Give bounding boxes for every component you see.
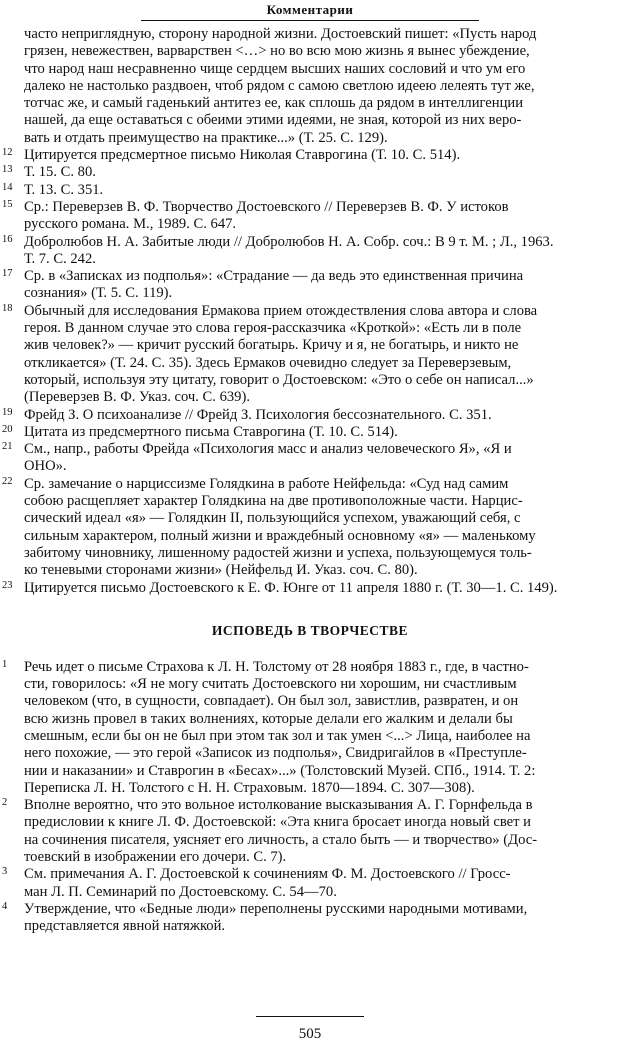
note-text: Цитируется предсмертное письмо Николая Ставрогина (Т. 10. С. 514). (24, 147, 461, 164)
note-number: 14 (2, 181, 13, 193)
note-number: 23 (2, 579, 13, 591)
note-21 (2, 441, 612, 476)
note-number: 1 (2, 658, 8, 670)
note-text: Добролюбов Н. А. Забитые люди // Добролюбов Н. А. Собр. соч.: В 9 т. М. ; Л., 1963. Т. 7. С. 242. (24, 233, 554, 267)
running-head: Комментарии (266, 2, 354, 17)
note-17 (2, 268, 612, 303)
note-20 (2, 423, 612, 441)
note-number: 3 (2, 866, 8, 878)
section-note-2 (2, 797, 612, 866)
note-number: 18 (2, 302, 13, 314)
note-18 (2, 302, 612, 407)
note-text: Цитата из предсмертного письма Ставрогина (Т. 10. С. 514). (24, 423, 398, 440)
note-22 (2, 475, 612, 580)
note-text: Вполне вероятно, что это вольное истолкование высказывания А. Г. Горнфельда в предисловии к книге Л. Ф. Достоевской: «Эта книга бросает иногда новый свет и на сочинения писателя, уясняет его личность, а стало быть — и творчество» (Дос- тоевский в изображении его дочери. С. 7). (24, 797, 538, 866)
continued-note-text: часто неприглядную, сторону народной жизни. Достоевский пишет: «Пусть народ грязен, невежествен, варварствен <…> но во всю мою жизнь я вынес убеждение, что народ наш несравненно чище сердцем высших наших сословий и что ум его далеко не настолько раздвоен, чтоб рядом с самою светлою идеею лелеять тут же, тотчас же, и самый гаденький антитез ее, как сплошь да рядом в интеллигенции нашей, да еще оставаться с обеими этими идеями, не зная, которой из них веро- вать и отдать преимущество на практике...» (Т. 25. С. 129). (24, 26, 537, 146)
note-text: Ср. в «Записках из подполья»: «Страдание — да ведь это единственная причина сознания» (Т. 5. С. 119). (24, 268, 524, 302)
note-13 (2, 164, 612, 181)
note-12 (2, 147, 612, 164)
note-number: 17 (2, 268, 13, 280)
note-text: Цитируется письмо Достоевского к Е. Ф. Юнге от 11 апреля 1880 г. (Т. 30—1. С. 149). (24, 579, 558, 596)
note-text: Фрейд З. О психоанализе // Фрейд З. Психология бессознательного. С. 351. (24, 406, 492, 423)
note-number: 20 (2, 423, 13, 435)
page-number: 505 (298, 1026, 322, 1042)
page-body (0, 26, 620, 936)
note-number: 2 (2, 797, 8, 809)
note-text: Речь идет о письме Страхова к Л. Н. Толстому от 28 ноября 1883 г., где, в частно- сти, говорилось: «Я не могу считать Достоевского ни хорошим, ни счастливым человеком (что, в сущности, совпадает). Он был зол, завистлив, развратен, и он всю жизнь провел в таких волнениях, которые делали его жалким и делали бы смешным, если бы он не был при этом так зол и так умен <...> Лица, наиболее на него похожие, — это герой «Записок из подполья», Свидригайлов в «Преступле- нии и наказании» и Ставрогин в «Бесах»...» (Толстовский Музей. СПб., 1914. Т. 2: Переписка Л. Н. Толстого с Н. Н. Страховым. 1870—1894. С. 307—308). (24, 658, 536, 796)
note-text: Утверждение, что «Бедные люди» переполнены русскими народными мотивами, представляется явной натяжкой. (24, 900, 528, 935)
note-16 (2, 233, 612, 269)
note-number: 21 (2, 441, 13, 453)
note-15 (2, 198, 612, 234)
section-note-1 (2, 658, 612, 797)
note-14 (2, 181, 612, 199)
section-title: ИСПОВЕДЬ В ТВОРЧЕСТВЕ (211, 622, 409, 638)
note-text: Т. 15. С. 80. (24, 164, 96, 181)
note-text: Т. 13. С. 351. (24, 181, 104, 198)
section-note-3 (2, 866, 612, 901)
note-number: 15 (2, 198, 13, 210)
note-text: См. примечания А. Г. Достоевской к сочинениям Ф. М. Достоевского // Гросс- ман Л. П. Семинарий по Достоевскому. С. 54—70. (24, 866, 511, 900)
section-note-4 (2, 900, 612, 936)
note-23 (2, 579, 612, 597)
note-text: Ср.: Переверзев В. Ф. Творчество Достоевского // Переверзев В. Ф. У истоков русского романа. М., 1989. С. 647. (24, 198, 509, 233)
header-rule (141, 20, 479, 21)
note-19 (2, 406, 612, 424)
footer-rule (256, 1016, 364, 1017)
note-text: Обычный для исследования Ермакова прием отождествления слова автора и слова героя. В данном случае это слова героя-рассказчика «Кроткой»: «Есть ли в поле жив человек?» — кричит русский богатырь. Кричу и я, не богатырь, и никто не откликается» (Т. 24. С. 35). Здесь Ермаков очевидно следует за Переверзевым, который, используя эту цитату, говорит о Достоевском: «Это о себе он написал...» (Переверзев В. Ф. Указ. соч. С. 639). (24, 302, 538, 406)
note-number: 19 (2, 406, 13, 418)
note-text: Ср. замечание о нарциссизме Голядкина в работе Нейфельда: «Суд над самим собою расщепляет характер Голядкина на две противоположные части. Нарцис- сический идеал «я» — Голядкин II, пользующийся успехом, уважающий себя, с сильным характером, полный жизни и враждебный основному «я» — маленькому забитому чиновнику, лишенному радостей жизни и успеха, пользующемуся толь- ко теневыми сторонами жизни» (Нейфельд И. Указ. соч. С. 80). (24, 475, 536, 579)
note-number: 13 (2, 164, 13, 176)
note-number: 22 (2, 475, 13, 487)
note-number: 16 (2, 233, 13, 245)
note-number: 4 (2, 900, 8, 912)
note-text: См., напр., работы Фрейда «Психология масс и анализ человеческого Я», «Я и ОНО». (24, 441, 512, 475)
note-number: 12 (2, 147, 13, 159)
